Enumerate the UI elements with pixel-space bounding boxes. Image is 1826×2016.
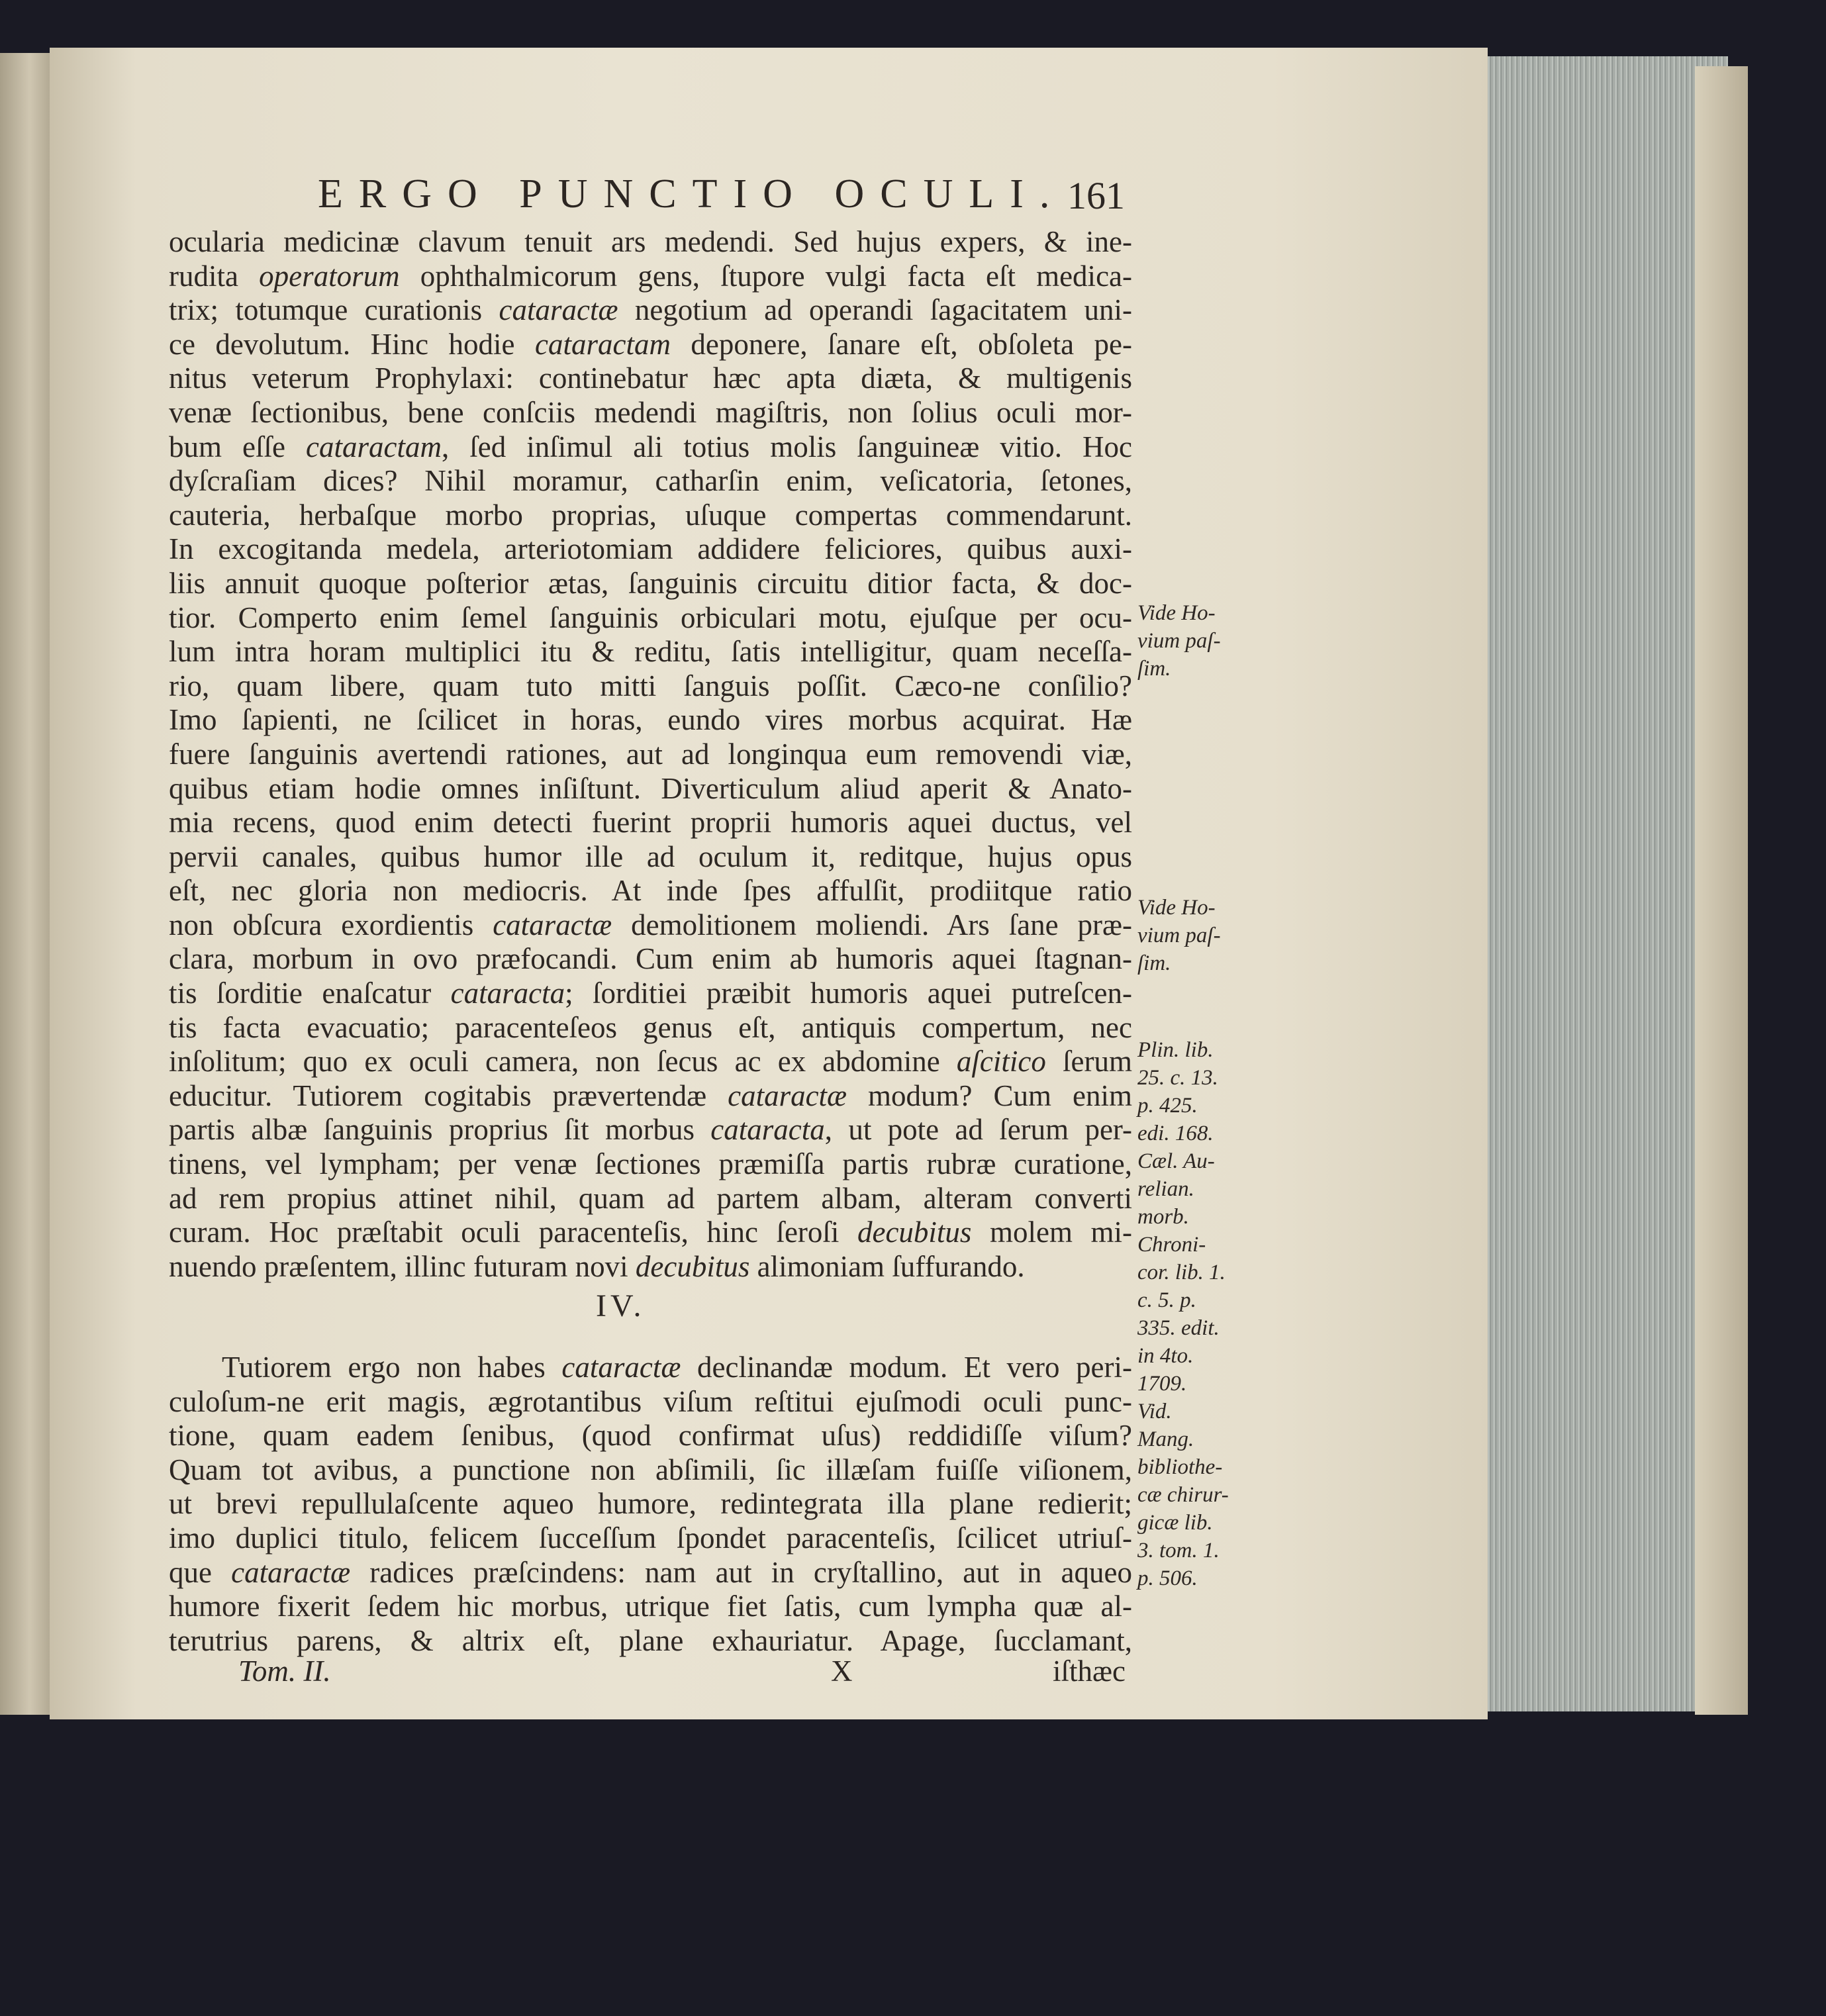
- text-run: Quam tot avibus, a punctione non abſimili, ſic illæſam fuiſſe viſionem,: [169, 1453, 1132, 1486]
- text-run: , ſed inſimul ali totius molis ſanguineæ vitio. Hoc: [441, 430, 1132, 463]
- text-run: deponere, ſanare eſt, obſoleta pe-: [670, 327, 1132, 361]
- text-line: [169, 1453, 1132, 1488]
- text-line: [169, 601, 1132, 636]
- text-run: imo duplici titulo, felicem ſucceſſum ſpondet paracenteſis, ſcilicet utriuſ-: [169, 1521, 1132, 1555]
- page-block-edge: [1476, 56, 1728, 1711]
- text-run: ce devolutum. Hinc hodie: [169, 327, 535, 361]
- margin-note-line: vium paſ-: [1137, 629, 1221, 653]
- italic-term: cataracta: [450, 977, 565, 1010]
- text-line: [169, 772, 1132, 806]
- text-run: Tutiorem ergo non habes: [222, 1351, 562, 1384]
- running-title: ERGO PUNCTIO OCULI.: [318, 171, 1066, 216]
- text-run: nuendo præſentem, illinc futuram novi: [169, 1249, 636, 1283]
- margin-note-line: relian.: [1137, 1177, 1194, 1201]
- italic-term: cataractæ: [499, 293, 618, 327]
- text-run: liis annuit quoque poſterior ætas, ſanguinis circuitu ditior facta, & doc-: [169, 566, 1132, 600]
- margin-note-line: edi. 168.: [1137, 1122, 1214, 1145]
- text-line: [169, 396, 1132, 430]
- margin-note-line: Plin. lib.: [1137, 1038, 1214, 1062]
- text-line: [169, 430, 1132, 465]
- margin-note-line: Cæl. Au-: [1137, 1149, 1215, 1173]
- text-run: trix; totumque curationis: [169, 293, 499, 327]
- text-run: ; ſorditiei præibit humoris aquei putreſcen-: [565, 977, 1133, 1010]
- text-run: non obſcura exordientis: [169, 908, 493, 941]
- text-run: modum? Cum enim: [847, 1079, 1132, 1112]
- text-run: eſt, nec gloria non mediocris. At inde ſpes affulſit, prodiitque ratio: [169, 874, 1132, 908]
- text-line: [169, 806, 1132, 840]
- margin-note-line: Chroni-: [1137, 1233, 1206, 1257]
- text-run: molem mi-: [971, 1216, 1132, 1249]
- left-page-edge: [0, 53, 50, 1715]
- text-run: ophthalmicorum gens, ſtupore vulgi facta eſt medica-: [399, 259, 1132, 293]
- margin-note-line: 3. tom. 1.: [1137, 1539, 1220, 1562]
- text-line: [169, 1045, 1132, 1079]
- text-run: tis facta evacuatio; paracenteſeos genus eſt, antiquis compertum, nec: [169, 1010, 1132, 1044]
- text-run: partis albæ ſanguinis proprius ſit morbus: [169, 1113, 711, 1147]
- text-run: tione, quam eadem ſenibus, (quod confirmat uſus) reddidiſſe viſum?: [169, 1419, 1132, 1453]
- text-run: inſolitum; quo ex oculi camera, non ſecus ac ex abdomine: [169, 1045, 957, 1079]
- text-run: In excogitanda medela, arteriotomiam addidere feliciores, quibus auxi-: [169, 532, 1132, 566]
- volume-signature: Tom. II.: [238, 1655, 331, 1688]
- text-run: rio, quam libere, quam tuto mitti ſanguis poſſit. Cæco-ne conſilio?: [169, 669, 1132, 702]
- text-run: humore fixerit ſedem hic morbus, utrique fiet ſatis, cum lympha quæ al-: [169, 1590, 1132, 1623]
- body-text-block-2: [169, 1351, 1132, 1658]
- margin-note-line: bibliothe-: [1137, 1455, 1223, 1479]
- text-line: [169, 361, 1132, 396]
- margin-note-line: Mang.: [1137, 1427, 1194, 1451]
- text-run: radices præſcindens: nam aut in cryſtallino, aut in aqueo: [350, 1555, 1132, 1589]
- text-run: curam. Hoc præſtabit oculi paracenteſis, hinc ſeroſi: [169, 1216, 857, 1249]
- italic-term: decubitus: [857, 1216, 972, 1249]
- text-run: tis ſorditie enaſcatur: [169, 977, 451, 1010]
- text-line: [169, 293, 1132, 328]
- text-line: [169, 1419, 1132, 1453]
- text-run: negotium ad operandi ſagacitatem uni-: [618, 293, 1132, 327]
- text-run: fuere ſanguinis avertendi rationes, aut ad longinqua eum removendi viæ,: [169, 737, 1132, 771]
- text-line: [169, 1590, 1132, 1624]
- text-line: [169, 738, 1132, 772]
- italic-term: cataractam: [535, 327, 671, 361]
- italic-term: cataracta: [710, 1113, 825, 1147]
- margin-note-line: Vide Ho-: [1137, 601, 1216, 625]
- text-run: dyſcraſiam dices? Nihil moramur, catharſin enim, veſicatoria, ſetones,: [169, 464, 1132, 498]
- text-run: que: [169, 1555, 232, 1589]
- margin-note-line: ſim.: [1137, 657, 1171, 681]
- gathering-signature: X: [831, 1655, 853, 1688]
- text-run: clara, morbum in ovo præfocandi. Cum enim ab humoris aquei ſtagnan-: [169, 942, 1132, 976]
- text-run: demolitionem moliendi. Ars ſane præ-: [612, 908, 1133, 941]
- text-run: quibus etiam hodie omnes inſiſtunt. Diverticulum aliud aperit & Anato-: [169, 771, 1132, 805]
- italic-term: cataractæ: [561, 1351, 681, 1384]
- margin-note-line: cor. lib. 1.: [1137, 1261, 1225, 1284]
- text-line: [169, 464, 1132, 499]
- text-run: venæ ſectionibus, bene conſciis medendi magiſtris, non ſolius oculi mor-: [169, 395, 1132, 429]
- text-run: tinens, vel lympham; per venæ ſectiones præmiſſa partis rubræ curatione,: [169, 1147, 1132, 1181]
- text-line: [169, 908, 1132, 943]
- text-run: pervii canales, quibus humor ille ad oculum it, reditque, hujus opus: [169, 840, 1132, 873]
- text-line: [169, 1216, 1132, 1250]
- margin-note-line: ſim.: [1137, 951, 1171, 975]
- catchword: iſthæc: [1053, 1655, 1126, 1688]
- italic-term: cataractæ: [231, 1555, 351, 1589]
- text-run: nitus veterum Prophylaxi: continebatur hæc apta diæta, & multigenis: [169, 361, 1132, 395]
- margin-note-line: Vid.: [1137, 1400, 1172, 1423]
- text-line: [169, 840, 1132, 875]
- italic-term: cataractæ: [493, 908, 612, 941]
- text-line: [169, 942, 1132, 977]
- italic-term: operatorum: [259, 259, 400, 293]
- italic-term: aſcitico: [956, 1045, 1046, 1079]
- text-run: bum eſſe: [169, 430, 306, 463]
- text-line: [169, 703, 1132, 738]
- text-run: Imo ſapienti, ne ſcilicet in horas, eundo vires morbus acquirat. Hæ: [169, 703, 1132, 737]
- margin-note-hovius-1: [1137, 599, 1250, 683]
- text-run: culoſum-ne erit magis, ægrotantibus viſum reſtitui ejuſmodi oculi punc-: [169, 1384, 1132, 1418]
- text-line: [169, 1079, 1132, 1114]
- text-line: [169, 874, 1132, 908]
- text-line: [169, 1147, 1132, 1182]
- text-line: [169, 1556, 1132, 1590]
- text-line: [169, 977, 1132, 1011]
- margin-note-line: cæ chirur-: [1137, 1483, 1229, 1507]
- margin-note-line: morb.: [1137, 1205, 1189, 1229]
- text-run: educitur. Tutiorem cogitabis prævertendæ: [169, 1079, 728, 1112]
- text-line: [169, 669, 1132, 704]
- margin-note-line: 25. c. 13.: [1137, 1066, 1218, 1090]
- section-heading: IV.: [596, 1288, 646, 1323]
- text-line: [169, 635, 1132, 669]
- text-line: [169, 1351, 1132, 1385]
- text-run: ocularia medicinæ clavum tenuit ars medendi. Sed hujus expers, & ine-: [169, 225, 1132, 258]
- italic-term: decubitus: [635, 1249, 750, 1283]
- margin-note-line: 1709.: [1137, 1372, 1187, 1396]
- margin-note-line: p. 425.: [1137, 1094, 1198, 1118]
- text-line: [169, 1113, 1132, 1147]
- text-line: [169, 567, 1132, 601]
- body-text-block-1: [169, 225, 1132, 1284]
- text-run: lum intra horam multiplici itu & reditu, ſatis intelligitur, quam neceſſa-: [169, 635, 1132, 669]
- text-run: , ut pote ad ſerum per-: [824, 1113, 1133, 1147]
- text-line: [169, 532, 1132, 567]
- margin-note-line: p. 506.: [1137, 1566, 1198, 1590]
- text-line: [169, 1011, 1132, 1045]
- text-run: cauteria, herbaſque morbo proprias, uſuque compertas commendarunt.: [169, 498, 1132, 532]
- margin-note-line: gicæ lib.: [1137, 1511, 1213, 1535]
- text-line: [169, 1487, 1132, 1521]
- text-run: ut brevi repullulaſcente aqueo humore, redintegrata illa plane redierit;: [169, 1487, 1132, 1521]
- text-run: alimoniam ſuffurando.: [749, 1249, 1025, 1283]
- text-line: [169, 1385, 1132, 1419]
- page-number: 161: [1067, 174, 1125, 217]
- text-run: tior. Comperto enim ſemel ſanguinis orbiculari motu, ejuſque per ocu-: [169, 600, 1132, 634]
- text-run: terutrius parens, & altrix eſt, plane exhauriatur. Apage, ſucclamant,: [169, 1623, 1132, 1657]
- text-run: ſerum: [1045, 1045, 1133, 1079]
- margin-note-pliny-caelius: [1137, 1036, 1250, 1592]
- text-line: [169, 260, 1132, 294]
- margin-note-line: in 4to.: [1137, 1344, 1194, 1368]
- margin-note-line: c. 5. p.: [1137, 1288, 1196, 1312]
- margin-note-hovius-2: [1137, 894, 1250, 977]
- text-line: [169, 1182, 1132, 1216]
- margin-note-line: vium paſ-: [1137, 924, 1221, 947]
- text-line: [169, 1624, 1132, 1658]
- margin-note-line: 335. edit.: [1137, 1316, 1220, 1340]
- text-line: [169, 1521, 1132, 1556]
- text-run: declinandæ modum. Et vero peri-: [681, 1351, 1133, 1384]
- text-run: ad rem propius attinet nihil, quam ad partem albam, alteram converti: [169, 1181, 1132, 1215]
- text-line: [169, 1250, 1132, 1284]
- text-line: [169, 225, 1132, 260]
- margin-note-line: Vide Ho-: [1137, 896, 1216, 920]
- text-line: [169, 499, 1132, 533]
- text-line: [169, 328, 1132, 362]
- text-run: rudita: [169, 259, 260, 293]
- book-cover-board: [1695, 66, 1748, 1715]
- text-run: mia recens, quod enim detecti fuerint proprii humoris aquei ductus, vel: [169, 806, 1132, 840]
- italic-term: cataractæ: [728, 1079, 847, 1112]
- italic-term: cataractam: [305, 430, 442, 463]
